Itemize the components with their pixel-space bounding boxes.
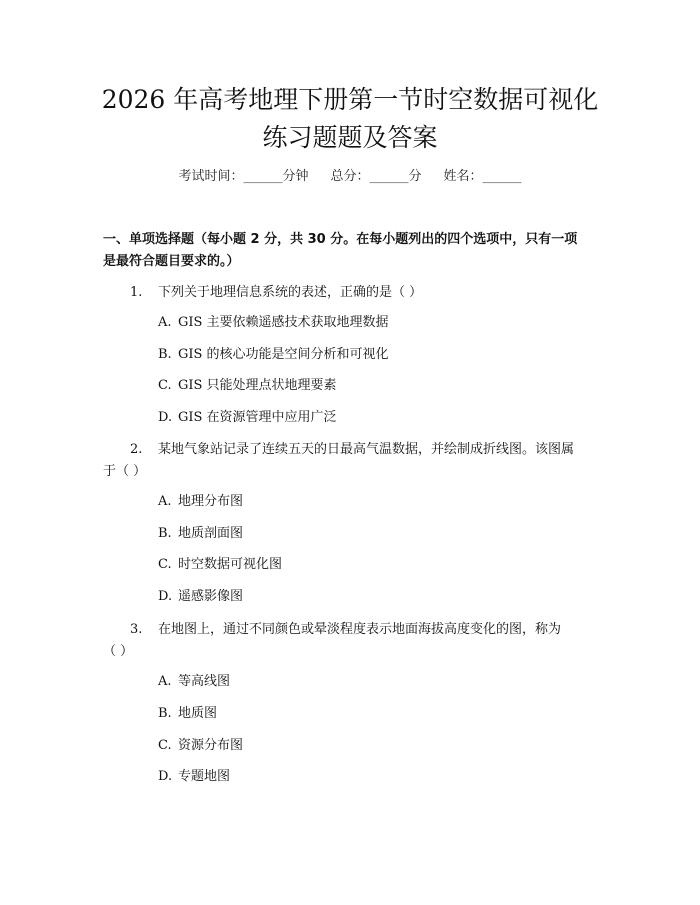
section-heading-line-1: 一、单项选择题（每小题 2 分，共 30 分。在每小题列出的四个选项中，只有一项 (103, 232, 578, 247)
question-1-option-d (158, 408, 337, 428)
question-2-text: 某地气象站记录了连续五天的日最高气温数据，并绘制成折线图。该图属 (158, 442, 575, 457)
exam-time-field: 考试时间：______分钟 (178, 169, 309, 184)
option-letter: B. (158, 347, 172, 362)
question-3-option-a (158, 672, 230, 692)
option-letter: A. (158, 315, 172, 330)
option-letter: B. (158, 526, 172, 541)
question-1-option-a (158, 313, 389, 333)
option-letter: C. (158, 738, 172, 753)
option-letter: A. (158, 494, 172, 509)
question-2-option-c (158, 555, 282, 575)
question-2-stem (130, 439, 574, 461)
question-1-text: 下列关于地理信息系统的表述，正确的是（ ） (158, 285, 423, 300)
option-text: 时空数据可视化图 (178, 557, 283, 572)
exam-name-field: 姓名：______ (443, 169, 522, 184)
option-letter: D. (158, 769, 173, 784)
option-text: 遥感影像图 (178, 589, 244, 604)
option-text: GIS 主要依赖遥感技术获取地理数据 (178, 315, 389, 330)
question-1-option-b (158, 345, 389, 365)
question-3-stem-continued: （ ） (103, 644, 134, 659)
option-letter: C. (158, 378, 172, 393)
option-text: 专题地图 (178, 769, 231, 784)
question-2-option-d (158, 587, 243, 607)
option-text: GIS 只能处理点状地理要素 (178, 378, 337, 393)
option-letter: D. (158, 410, 173, 425)
question-3-text: 在地图上，通过不同颜色或晕淡程度表示地面海拔高度变化的图，称为 (158, 622, 562, 637)
option-letter: D. (158, 589, 173, 604)
option-text: 资源分布图 (178, 738, 244, 753)
question-3-stem (130, 619, 561, 641)
question-1-option-c (158, 376, 337, 396)
option-text: 地理分布图 (178, 494, 244, 509)
question-3-number: 3. (130, 622, 143, 637)
question-1-stem (130, 282, 422, 304)
question-3-option-c (158, 736, 243, 756)
option-letter: B. (158, 706, 172, 721)
question-2-stem-continued: 于（ ） (103, 464, 147, 479)
section-heading (103, 229, 603, 273)
document-title-line-2: 练习题题及答案 (262, 123, 438, 152)
exam-info-row (0, 167, 700, 187)
document-title-line-1: 2026 年高考地理下册第一节时空数据可视化 (101, 85, 599, 114)
exam-score-field: 总分：______分 (330, 169, 422, 184)
option-letter: C. (158, 557, 172, 572)
question-3-option-d (158, 767, 230, 787)
section-heading-line-2: 是最符合题目要求的。） (103, 254, 240, 269)
option-text: 等高线图 (178, 674, 231, 689)
question-3-option-b (158, 704, 217, 724)
option-text: 地质图 (178, 706, 218, 721)
option-letter: A. (158, 674, 172, 689)
question-1-number: 1. (130, 285, 143, 300)
option-text: 地质剖面图 (178, 526, 244, 541)
option-text: GIS 的核心功能是空间分析和可视化 (178, 347, 389, 362)
option-text: GIS 在资源管理中应用广泛 (178, 410, 337, 425)
question-2-option-b (158, 524, 243, 544)
question-2-option-a (158, 492, 243, 512)
question-2-number: 2. (130, 442, 143, 457)
